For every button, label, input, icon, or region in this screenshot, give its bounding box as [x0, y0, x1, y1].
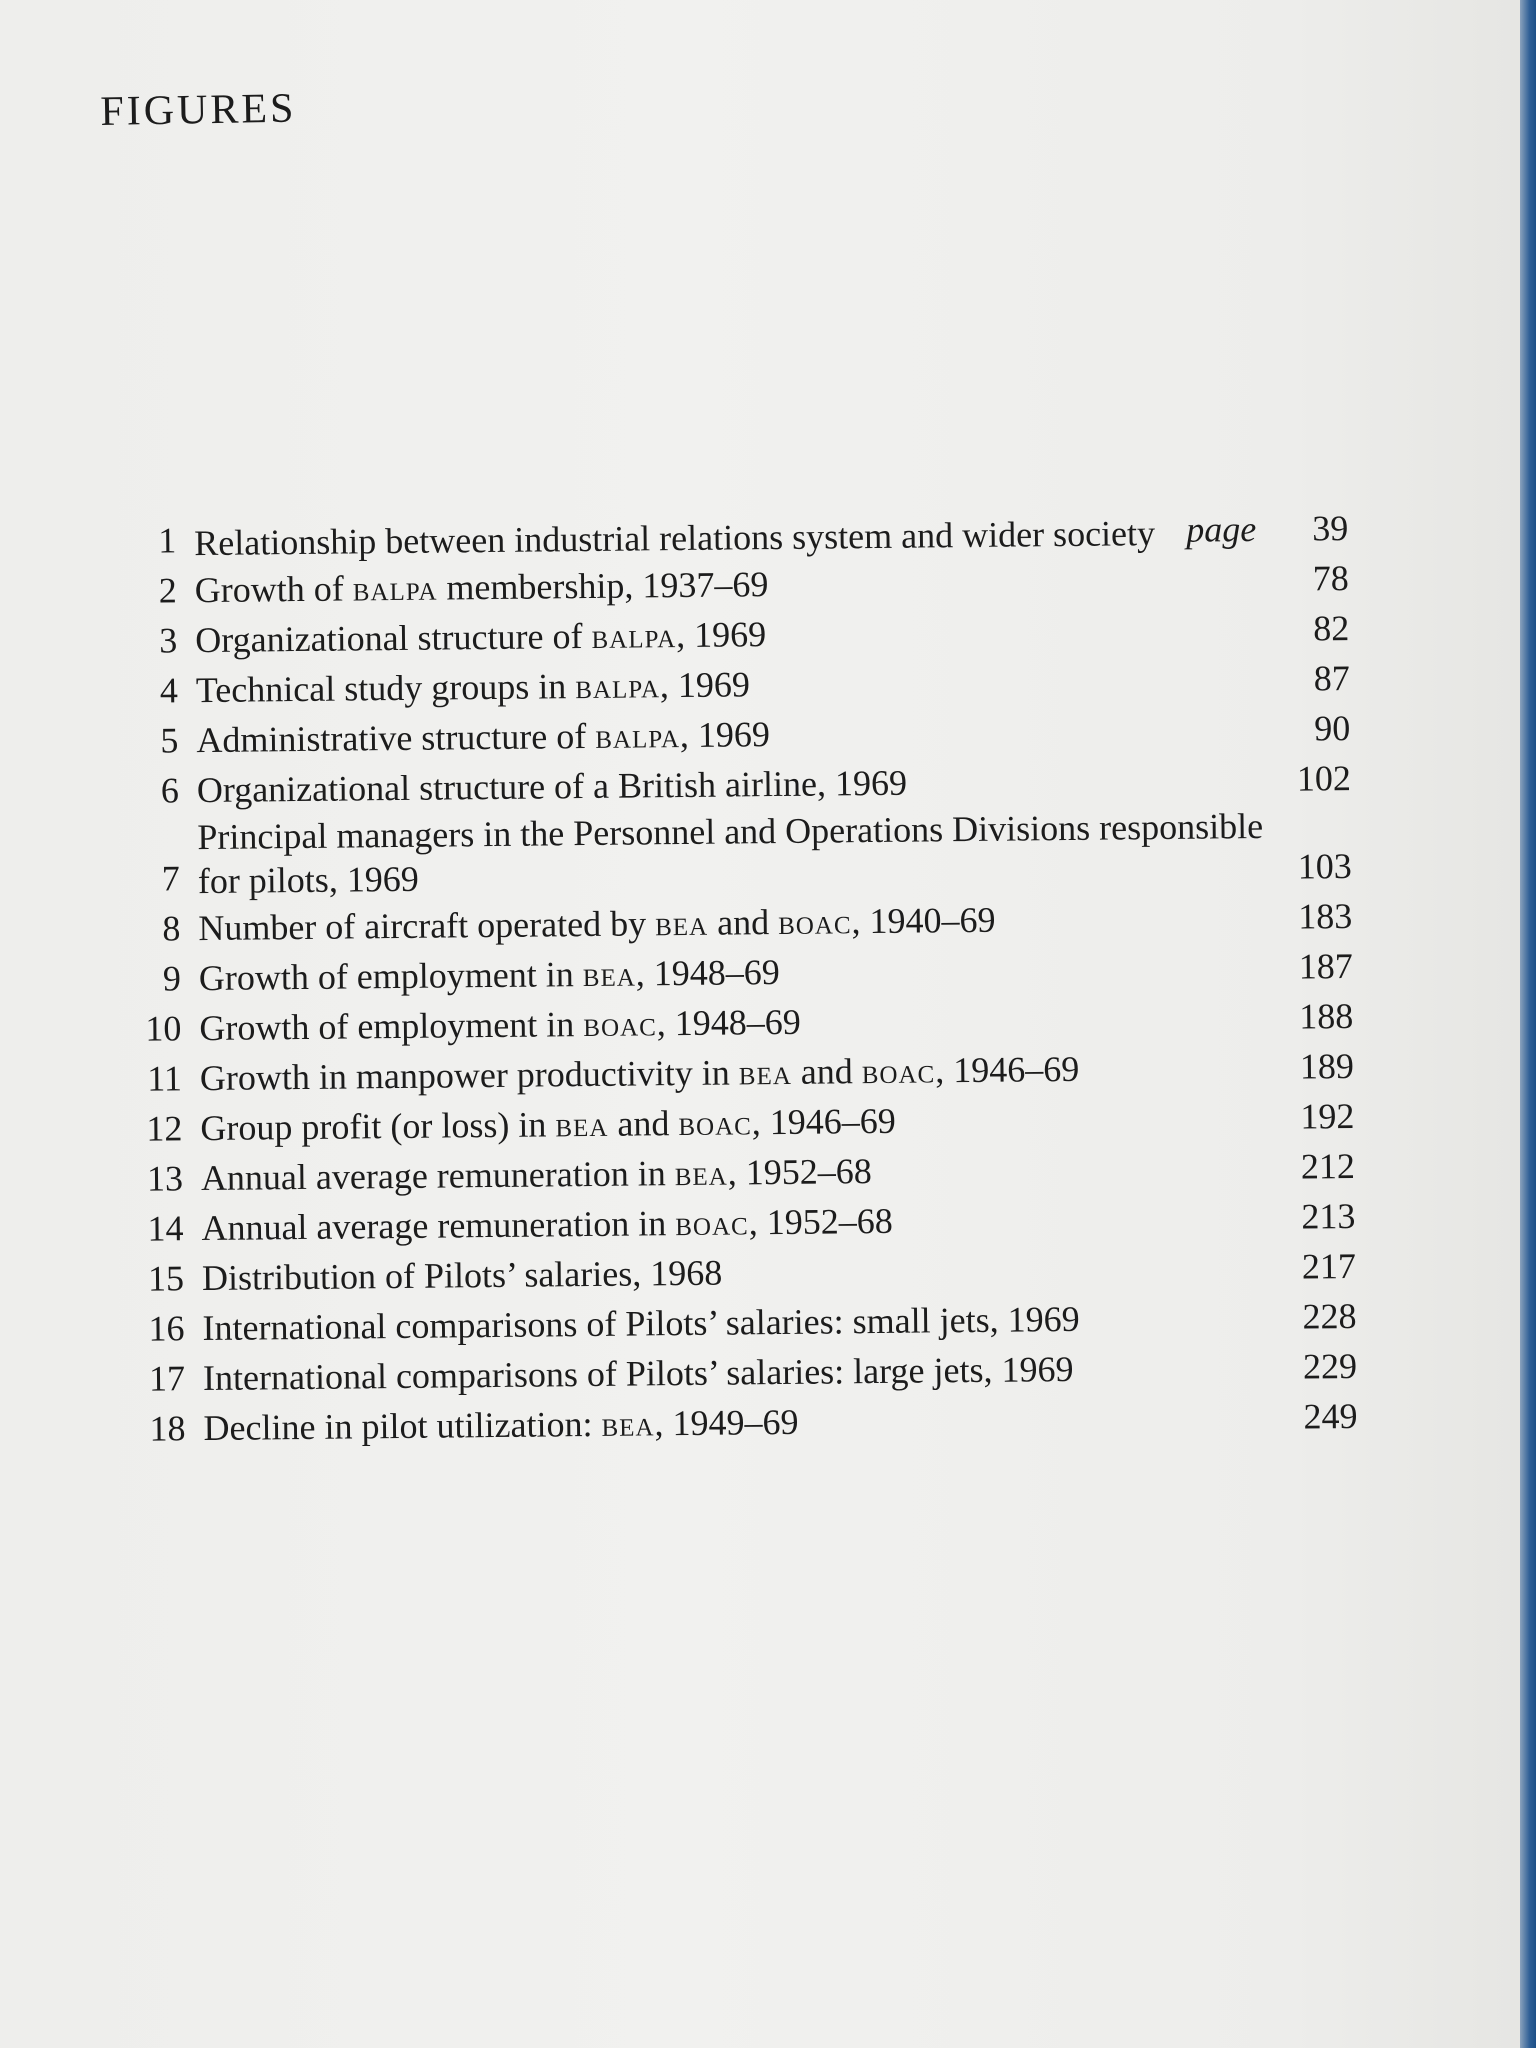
figure-number: 10	[145, 1008, 182, 1049]
abbreviation: bea	[738, 1051, 792, 1093]
figure-number: 9	[162, 958, 182, 999]
figure-title: Growth of balpa membership, 1937–69	[194, 564, 769, 611]
figure-title: Number of aircraft operated by bea and boac, 1940–69	[198, 899, 996, 949]
figure-page: 212	[1300, 1145, 1356, 1187]
figure-title: Growth of employment in bea, 1948–69	[198, 951, 780, 999]
abbreviation: bea	[654, 902, 709, 944]
figure-page: 189	[1299, 1045, 1355, 1087]
figure-page: 228	[1302, 1295, 1357, 1337]
abbreviation: boac	[675, 1202, 749, 1244]
figure-page: 87	[1313, 658, 1350, 699]
figure-page: 183	[1298, 895, 1353, 937]
figure-title: Distribution of Pilots’ salaries, 1968	[201, 1252, 723, 1299]
figure-number: 14	[147, 1208, 184, 1249]
abbreviation: balpa	[591, 615, 677, 656]
abbreviation: balpa	[595, 715, 681, 756]
figure-number: 12	[146, 1108, 183, 1149]
figure-page: 102	[1296, 758, 1352, 799]
figures-list	[108, 503, 1358, 1454]
figure-number: 15	[147, 1258, 185, 1299]
figure-page: 103	[1297, 845, 1352, 887]
figure-title: Group profit (or loss) in bea and boac, 1946–69	[200, 1100, 897, 1149]
figure-number: 16	[148, 1308, 185, 1349]
figure-title: Relationship between industrial relations system and wider society	[194, 513, 1156, 564]
figure-number: 18	[149, 1408, 186, 1449]
cover-edge	[1520, 0, 1536, 2048]
figure-number: 7	[161, 858, 181, 899]
figure-page: 217	[1301, 1245, 1357, 1287]
figure-number: 2	[158, 570, 177, 611]
abbreviation: bea	[674, 1152, 728, 1194]
figure-title: Annual average remuneration in boac, 1952–68	[201, 1200, 893, 1249]
figure-page: 78	[1312, 558, 1349, 599]
figure-page: 39	[1311, 508, 1349, 549]
figure-entry-7	[111, 803, 1352, 904]
abbreviation: bea	[601, 1403, 655, 1444]
figure-number: 4	[159, 670, 179, 711]
figure-page: 249	[1303, 1395, 1358, 1437]
figure-title: International comparisons of Pilots’ salaries: small jets, 1969	[202, 1298, 1080, 1349]
figure-number: 1	[158, 520, 177, 561]
abbreviation: boac	[583, 1003, 657, 1045]
figure-title: Technical study groups in balpa, 1969	[195, 664, 751, 711]
figure-page: 90	[1314, 708, 1351, 749]
figure-number: 11	[147, 1058, 183, 1099]
figure-page: 192	[1300, 1095, 1355, 1137]
figure-page: 188	[1299, 995, 1354, 1037]
figure-number: 17	[148, 1358, 186, 1399]
abbreviation: boac	[777, 901, 852, 943]
figure-number: 6	[160, 770, 180, 811]
abbreviation: boac	[861, 1050, 936, 1092]
page-label: page	[1186, 508, 1257, 550]
figure-title: Growth in manpower productivity in bea and boac, 1946–69	[199, 1048, 1080, 1099]
figure-page: 82	[1313, 608, 1350, 649]
figure-number: 8	[162, 908, 181, 949]
abbreviation: bea	[555, 1103, 609, 1145]
figure-number: 13	[146, 1158, 184, 1199]
figure-number: 5	[160, 720, 179, 761]
abbreviation: bea	[582, 953, 636, 995]
abbreviation: boac	[678, 1102, 753, 1144]
figure-title: Decline in pilot utilization: bea, 1949–69	[203, 1401, 799, 1449]
figure-title: Principal managers in the Personnel and Operations Divisions responsible for pilots, 1969	[197, 805, 1264, 902]
page-heading: FIGURES	[100, 85, 297, 135]
figure-page: 187	[1298, 945, 1353, 987]
figure-title: International comparisons of Pilots’ salaries: large jets, 1969	[202, 1348, 1074, 1399]
figure-number: 3	[159, 620, 178, 661]
figure-page: 229	[1302, 1345, 1358, 1387]
figure-page: 213	[1301, 1195, 1356, 1237]
figure-title: Growth of employment in boac, 1948–69	[199, 1001, 801, 1049]
figure-title: Organizational structure of balpa, 1969	[195, 614, 767, 661]
figure-title: Administrative structure of balpa, 1969	[196, 714, 771, 761]
figure-title: Organizational structure of a British airline, 1969	[196, 762, 908, 811]
figure-title: Annual average remuneration in bea, 1952–68	[200, 1151, 872, 1199]
abbreviation: balpa	[575, 665, 661, 707]
abbreviation: balpa	[352, 567, 438, 609]
